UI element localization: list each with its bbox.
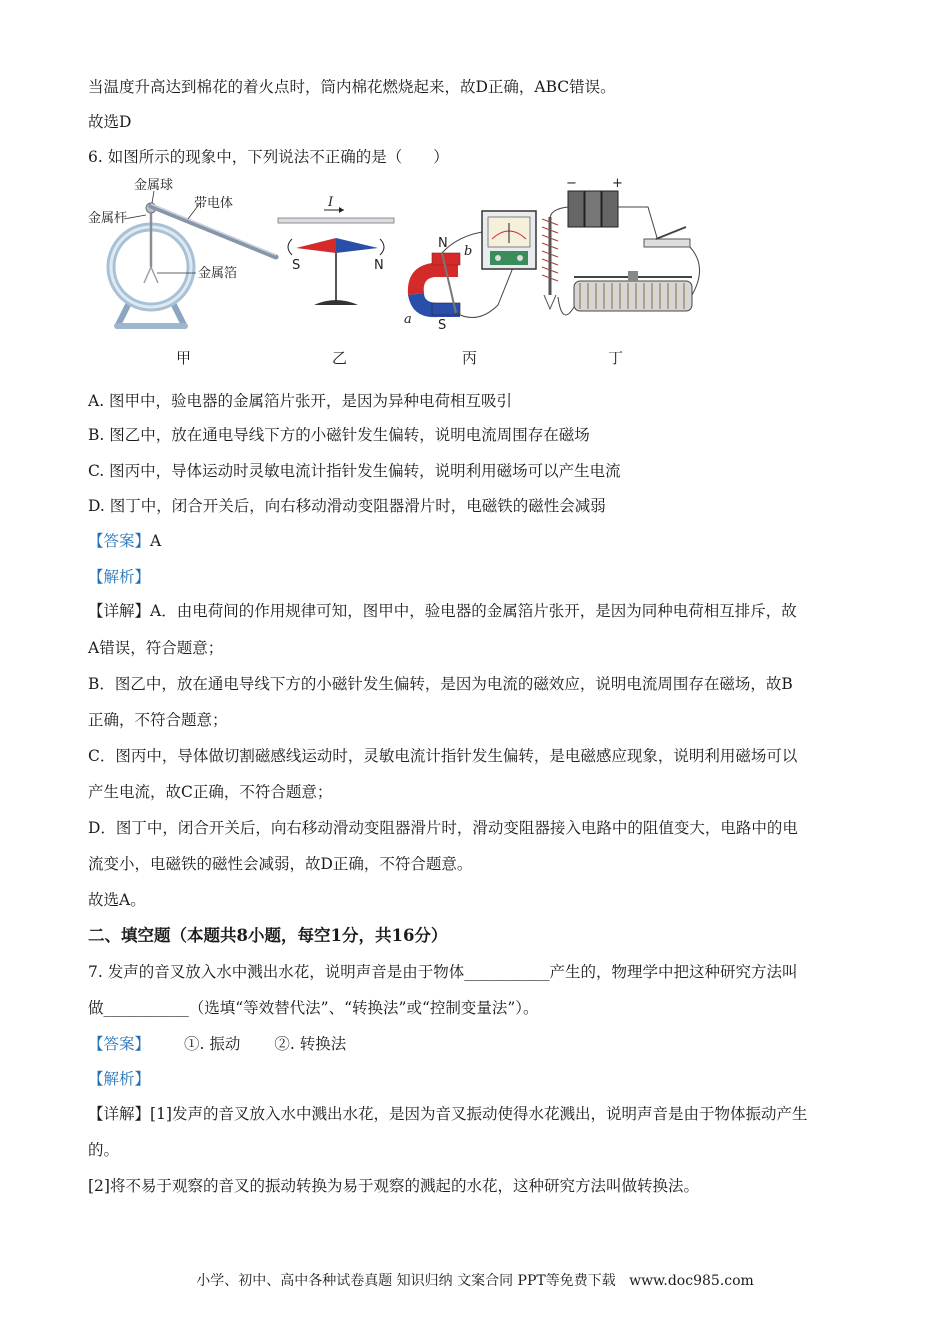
answer-tag: 【答案】 <box>88 532 151 550</box>
detail-line: [2]将不易于观察的音叉的振动转换为易于观察的溅起的水花，这种研究方法叫做转换法。 <box>88 1177 699 1195</box>
detail-line: 【详解】[1]发声的音叉放入水中溅出水花，是因为音叉振动使得水花溅出，说明声音是由于物体振动产生 <box>88 1105 808 1123</box>
label-s-magnet: S <box>438 318 447 330</box>
label-a: a <box>404 312 412 327</box>
label-plus: + <box>612 177 623 191</box>
label-s-pole: S <box>292 258 301 273</box>
caption-bing: 丙 <box>462 349 478 367</box>
detail-line: 【详解】A．由电荷间的作用规律可知，图甲中，验电器的金属箔片张开，是因为同种电荷相互排斥，故 <box>88 602 797 620</box>
label-charged-body: 带电体 <box>194 196 234 211</box>
label-current-i: I <box>328 195 334 210</box>
option-a: A. 图甲中，验电器的金属箔片张开，是因为异种电荷相互吸引 <box>88 392 513 410</box>
answer-tag: 【答案】 <box>88 1035 151 1053</box>
label-minus: − <box>566 177 577 191</box>
question-7-cont: 做___________（选填“等效替代法”、“转换法”或“控制变量法”）。 <box>88 999 539 1017</box>
detail-line: 的。 <box>88 1141 120 1159</box>
question-6: 6. 如图所示的现象中，下列说法不正确的是（ ） <box>88 148 449 166</box>
answer-blank-2: ②. 转换法 <box>274 1035 347 1053</box>
detail-tag: 【详解】 <box>88 602 151 620</box>
text-line: 故选D <box>88 113 132 131</box>
option-b: B. 图乙中，放在通电导线下方的小磁针发生偏转，说明电流周围存在磁场 <box>88 426 590 444</box>
label-metal-rod: 金属杆 <box>88 211 128 226</box>
detail-line: 正确，不符合题意； <box>88 711 228 729</box>
footer-text: 小学、初中、高中各种试卷真题 知识归纳 文案合同 PPT等免费下载 <box>196 1273 616 1289</box>
caption-yi: 乙 <box>332 349 348 367</box>
detail-line: 故选A。 <box>88 891 146 909</box>
label-b: b <box>464 244 473 259</box>
text-line: 当温度升高达到棉花的着火点时，筒内棉花燃烧起来，故D正确，ABC错误。 <box>88 78 616 96</box>
option-d: D. 图丁中，闭合开关后，向右移动滑动变阻器滑片时，电磁铁的磁性会减弱 <box>88 497 606 515</box>
galvanometer-icon <box>480 209 538 271</box>
figure-jia-electroscope <box>88 175 283 335</box>
caption-ding: 丁 <box>608 349 624 367</box>
question-7: 7. 发声的音叉放入水中溅出水花，说明声音是由于物体___________产生的，物理学中把这种研究方法叫 <box>88 963 798 981</box>
page-footer <box>0 1270 950 1290</box>
figure-ding-electromagnet <box>538 177 728 337</box>
label-metal-foil: 金属箔 <box>198 266 238 281</box>
label-metal-ball: 金属球 <box>134 178 174 193</box>
detail-line: A错误，符合题意； <box>88 639 224 657</box>
answer-7 <box>88 1034 346 1054</box>
analysis-tag: 【解析】 <box>88 568 151 586</box>
label-n-pole: N <box>374 258 384 273</box>
detail-line: D．图丁中，闭合开关后，向右移动滑动变阻器滑片时，滑动变阻器接入电路中的阻值变大，电路中的电 <box>88 819 798 837</box>
answer-value: A <box>150 532 162 550</box>
label-n-magnet: N <box>438 236 448 251</box>
section-heading: 二、填空题（本题共8小题，每空1分，共16分） <box>88 926 448 945</box>
detail-line: 流变小，电磁铁的磁性会减弱，故D正确，不符合题意。 <box>88 855 473 873</box>
detail-tag: 【详解】 <box>88 1105 151 1123</box>
option-c: C. 图丙中，导体运动时灵敏电流计指针发生偏转，说明利用磁场可以产生电流 <box>88 462 621 480</box>
detail-line: 产生电流，故C正确，不符合题意； <box>88 783 333 801</box>
analysis-tag: 【解析】 <box>88 1070 151 1088</box>
detail-line: C．图丙中，导体做切割磁感线运动时，灵敏电流计指针发生偏转，是电磁感应现象，说明利用磁场可以 <box>88 747 798 765</box>
caption-jia: 甲 <box>176 349 192 367</box>
answer-6 <box>88 531 161 551</box>
question-6-figure <box>88 175 728 375</box>
detail-line: B．图乙中，放在通电导线下方的小磁针发生偏转，是因为电流的磁效应，说明电流周围存在磁场，故B <box>88 675 793 693</box>
answer-blank-1: ①. 振动 <box>184 1035 241 1053</box>
footer-link[interactable]: www.doc985.com <box>629 1273 754 1289</box>
figure-yi-compass <box>276 193 396 323</box>
